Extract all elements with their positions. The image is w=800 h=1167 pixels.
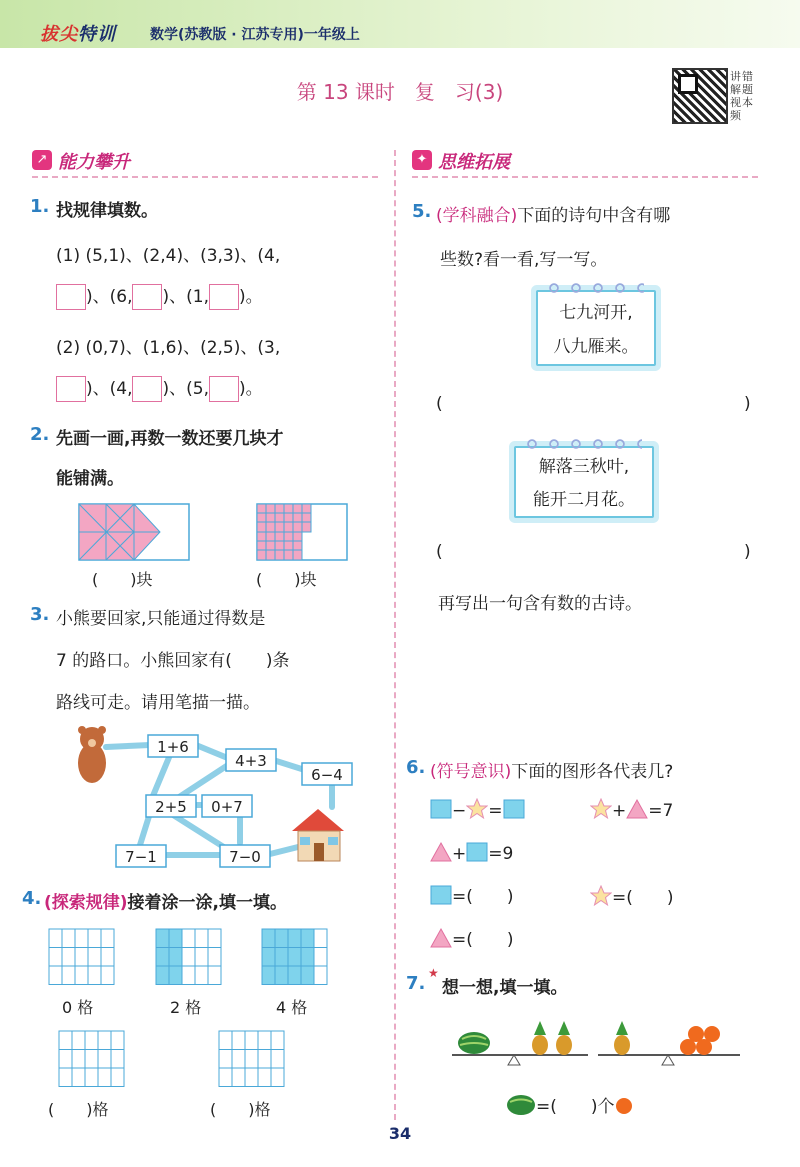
q1-pattern2-line2: )、(4, )、(5, )。 (56, 374, 263, 402)
tile-figure-triangles (78, 503, 190, 561)
answer-box[interactable] (56, 376, 86, 402)
route-map (70, 725, 370, 875)
color-grid[interactable] (261, 928, 329, 986)
pineapple-icon (532, 1021, 630, 1055)
book-title: 数学(苏教版 · 江苏专用)一年级上 (150, 27, 360, 43)
grid-cell[interactable] (98, 1031, 111, 1050)
house-icon (292, 809, 344, 861)
q2-line1: 先画一画,再数一数还要几块才 (56, 429, 284, 449)
climb-icon: ↗ (32, 150, 52, 170)
q3-line3: 路线可走。请用笔描一描。 (56, 693, 260, 713)
binder-rings (548, 282, 644, 294)
orange-icon (680, 1026, 720, 1055)
grid-cell[interactable] (59, 1031, 72, 1050)
q2-line2: 能铺满。 (56, 469, 124, 489)
grid-cell[interactable] (88, 948, 101, 967)
grid-cell[interactable] (232, 1050, 245, 1069)
answer-paren-close: ) (744, 394, 751, 414)
grid-cell[interactable] (49, 966, 62, 985)
grid-cell[interactable] (301, 929, 314, 948)
grid-cell[interactable] (271, 1050, 284, 1069)
grid-cell[interactable] (258, 1050, 271, 1069)
node-label: 4+3 (235, 752, 267, 770)
grid-cell[interactable] (232, 1031, 245, 1050)
question-title: 找规律填数。 (56, 201, 158, 221)
grid-cell[interactable] (288, 929, 301, 948)
grid-cell[interactable] (275, 948, 288, 967)
orange-icon (615, 1097, 633, 1115)
grid-cell[interactable] (156, 966, 169, 985)
grid-cell[interactable] (169, 948, 182, 967)
poem-card: 七九河开, 八九雁来。 (536, 290, 656, 366)
question-number: 7. (406, 973, 426, 994)
runner-icon: ✦ (412, 150, 432, 170)
section-underline (32, 176, 378, 178)
grid-cell[interactable] (101, 929, 114, 948)
square-icon (503, 799, 525, 819)
q1-pattern1-line1: (1) (5,1)、(2,4)、(3,3)、(4, (56, 246, 281, 266)
grid-cell[interactable] (301, 948, 314, 967)
answer-paren-close: ) (744, 542, 751, 562)
grid-cell[interactable] (72, 1050, 85, 1069)
question-number: 1. (30, 196, 50, 217)
qr-code-icon[interactable] (672, 68, 728, 124)
answer-star[interactable]: =( ) (590, 885, 674, 910)
grid-cell[interactable] (85, 1068, 98, 1087)
grid-cell[interactable] (88, 929, 101, 948)
answer-box[interactable] (209, 376, 239, 402)
square-icon (466, 842, 488, 862)
grid-cell[interactable] (182, 966, 195, 985)
answer-paren-open: ( (436, 394, 443, 414)
triangle-icon (626, 799, 648, 819)
q5-line3: 再写出一句含有数的古诗。 (438, 594, 642, 614)
q4-title: (探索规律)接着涂一涂,填一填。 (44, 893, 288, 913)
answer-blank[interactable]: ( )格 (210, 1100, 271, 1119)
star-icon (590, 798, 612, 820)
grid-cell[interactable] (219, 1050, 232, 1069)
header-band (0, 0, 800, 48)
grid-cell[interactable] (49, 948, 62, 967)
tile-figure-squares (256, 503, 348, 561)
answer-blank[interactable]: ( )块 (92, 570, 153, 589)
grid-cell[interactable] (275, 929, 288, 948)
star-icon (466, 798, 488, 820)
triangle-icon (430, 928, 452, 948)
answer-box[interactable] (132, 376, 162, 402)
grid-cell[interactable] (59, 1050, 72, 1069)
grid-cell[interactable] (101, 948, 114, 967)
grid-cell[interactable] (262, 929, 275, 948)
answer-box[interactable] (209, 284, 239, 310)
grid-cell[interactable] (258, 1031, 271, 1050)
grid-cell[interactable] (219, 1031, 232, 1050)
brand-logo: 拔尖特训 (40, 24, 116, 45)
grid-cell[interactable] (75, 948, 88, 967)
equation-1: − = (430, 798, 525, 823)
q6-title: (符号意识)下面的图形各代表几? (430, 762, 674, 782)
answer-blank[interactable]: ( )格 (48, 1100, 109, 1119)
node-label: 2+5 (155, 798, 187, 816)
grid-cell[interactable] (195, 966, 208, 985)
q5-line2: 些数?看一看,写一写。 (440, 250, 608, 270)
color-grid[interactable] (155, 928, 223, 986)
q3-line2: 7 的路口。小熊回家有( )条 (56, 651, 290, 671)
grid-cell[interactable] (156, 948, 169, 967)
grid-cell[interactable] (208, 948, 221, 967)
grid-cell[interactable] (288, 948, 301, 967)
grid-cell[interactable] (182, 948, 195, 967)
answer-blank[interactable] (455, 396, 735, 418)
square-icon (430, 799, 452, 819)
q1-pattern2-line1: (2) (0,7)、(1,6)、(2,5)、(3, (56, 338, 281, 358)
grid-cell[interactable] (275, 966, 288, 985)
grid-cell[interactable] (301, 966, 314, 985)
grid-cell[interactable] (62, 929, 75, 948)
grid-caption: 4 格 (276, 998, 308, 1017)
grid-cell[interactable] (245, 1050, 258, 1069)
section-title-right: 思维拓展 (438, 152, 510, 173)
q7-title: 想一想,填一填。 (442, 978, 568, 998)
grid-cell[interactable] (75, 966, 88, 985)
grid-cell[interactable] (101, 966, 114, 985)
grid-cell[interactable] (156, 929, 169, 948)
q3-line1: 小熊要回家,只能通过得数是 (56, 609, 266, 629)
question-number: 4. (22, 888, 42, 909)
question-number: 5. (412, 201, 432, 222)
node-label: 7−0 (229, 848, 261, 866)
color-grid[interactable] (58, 1030, 126, 1088)
answer-box[interactable] (56, 284, 86, 310)
node-label: 0+7 (211, 798, 243, 816)
node-label: 7−1 (125, 848, 157, 866)
grid-cell[interactable] (98, 1068, 111, 1087)
grid-cell[interactable] (314, 948, 327, 967)
grid-cell[interactable] (271, 1068, 284, 1087)
grid-cell[interactable] (182, 929, 195, 948)
grid-cell[interactable] (111, 1031, 124, 1050)
grid-cell[interactable] (195, 948, 208, 967)
answer-blank[interactable] (455, 544, 735, 566)
answer-box[interactable] (132, 284, 162, 310)
balance-scales (448, 1015, 748, 1070)
column-divider (394, 150, 396, 1120)
grid-cell[interactable] (62, 966, 75, 985)
grid-cell[interactable] (271, 1031, 284, 1050)
grid-cell[interactable] (49, 929, 62, 948)
equation-3: + =9 (430, 842, 513, 866)
answer-triangle[interactable]: =( ) (430, 928, 514, 952)
grid-cell[interactable] (62, 948, 75, 967)
grid-cell[interactable] (98, 1050, 111, 1069)
grid-caption: 2 格 (170, 998, 202, 1017)
node-label: 1+6 (157, 738, 189, 756)
square-icon (430, 885, 452, 905)
grid-cell[interactable] (169, 929, 182, 948)
grid-cell[interactable] (75, 929, 88, 948)
section-title-left: 能力攀升 (58, 152, 130, 173)
poem-card: 解落三秋叶, 能开二月花。 (514, 446, 654, 518)
grid-cell[interactable] (314, 966, 327, 985)
grid-cell[interactable] (169, 966, 182, 985)
triangle-icon (430, 842, 452, 862)
question-number: 2. (30, 424, 50, 445)
color-grid[interactable] (218, 1030, 286, 1088)
equation-2: + =7 (590, 798, 673, 823)
answer-blank[interactable]: ( )块 (256, 570, 317, 589)
grid-cell[interactable] (245, 1031, 258, 1050)
grid-cell[interactable] (288, 966, 301, 985)
question-number: 3. (30, 604, 50, 625)
lesson-title: 第 13 课时 复 习(3) (296, 80, 504, 104)
grid-cell[interactable] (195, 929, 208, 948)
grid-cell[interactable] (219, 1068, 232, 1087)
color-grid[interactable] (48, 928, 116, 986)
grid-caption: 0 格 (62, 998, 94, 1017)
grid-cell[interactable] (314, 929, 327, 948)
node-label: 6−4 (311, 766, 343, 784)
answer-square[interactable]: =( ) (430, 885, 514, 909)
binder-rings (526, 438, 642, 450)
question-number: 6. (406, 757, 426, 778)
answer-paren-open: ( (436, 542, 443, 562)
grid-cell[interactable] (245, 1068, 258, 1087)
grid-cell[interactable] (262, 948, 275, 967)
watermelon-icon (506, 1094, 536, 1116)
page-number: 34 (388, 1124, 412, 1143)
grid-cell[interactable] (59, 1068, 72, 1087)
grid-cell[interactable] (111, 1050, 124, 1069)
bear-icon (78, 726, 106, 783)
grid-cell[interactable] (111, 1068, 124, 1087)
grid-cell[interactable] (72, 1031, 85, 1050)
section-underline (412, 176, 758, 178)
star-icon (590, 885, 612, 907)
grid-cell[interactable] (88, 966, 101, 985)
q5-line1: (学科融合)下面的诗句中含有哪 (436, 206, 671, 226)
grid-cell[interactable] (208, 966, 221, 985)
grid-cell[interactable] (208, 929, 221, 948)
grid-cell[interactable] (72, 1068, 85, 1087)
grid-cell[interactable] (85, 1031, 98, 1050)
grid-cell[interactable] (85, 1050, 98, 1069)
q7-answer[interactable]: =( )个 (506, 1094, 633, 1119)
q1-pattern1-line2: )、(6, )、(1, )。 (56, 282, 263, 310)
grid-cell[interactable] (232, 1068, 245, 1087)
star-icon: ★ (428, 966, 439, 980)
grid-cell[interactable] (262, 966, 275, 985)
grid-cell[interactable] (258, 1068, 271, 1087)
watermelon-icon (458, 1032, 490, 1054)
